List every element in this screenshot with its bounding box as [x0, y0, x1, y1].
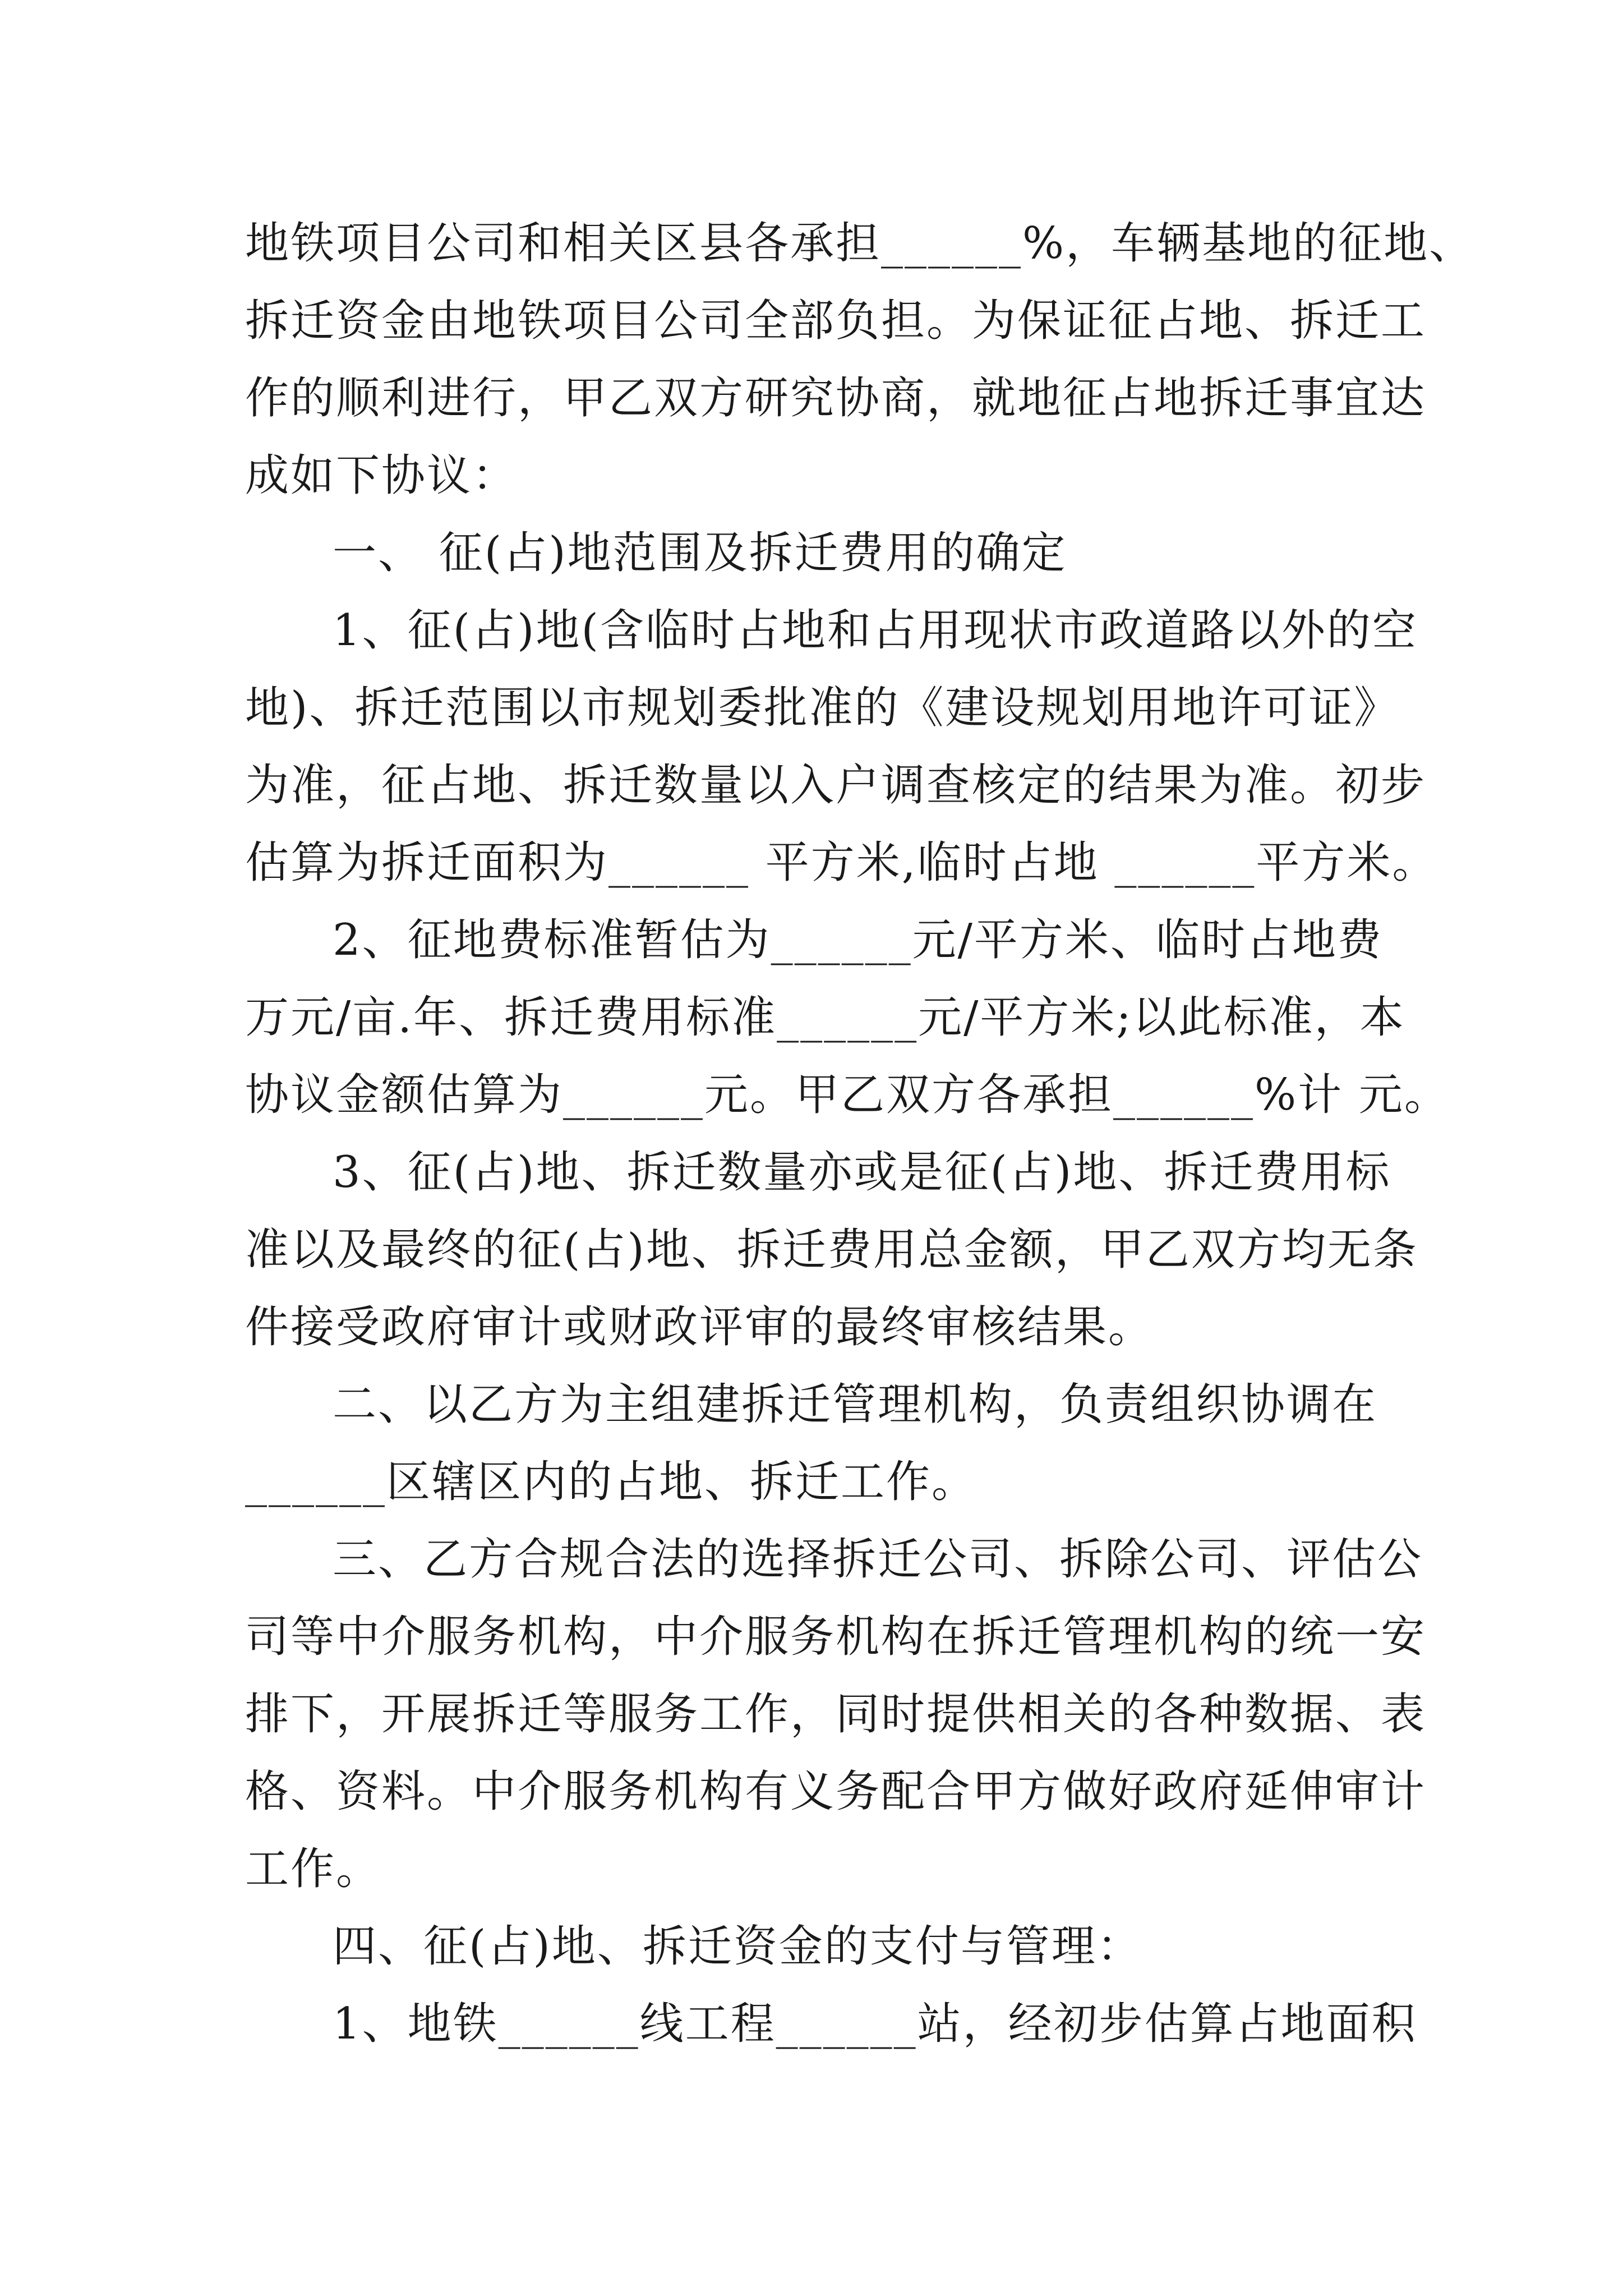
text-line: 1、征(占)地(含临时占地和占用现状市政道路以外的空 [333, 605, 1418, 656]
text-line: 工作。 [245, 1844, 382, 1894]
text-line: 拆迁资金由地铁项目公司全部负担。为保证征占地、拆迁工 [245, 296, 1427, 346]
paragraph-4-1 [245, 1985, 1417, 2063]
text-line: 协议金额估算为______元。甲乙双方各承担______%计 元。 [245, 1070, 1450, 1120]
text-line: 一、 征(占)地范围及拆迁费用的确定 [333, 528, 1067, 578]
text-line: 万元/亩.年、拆迁费用标准______元/平方米;以此标准，本 [245, 992, 1405, 1043]
paragraph-1-3 [245, 1134, 1418, 1366]
text-line: 地)、拆迁范围以市规划委批准的《建设规划用地许可证》 [245, 683, 1400, 733]
paragraph-1-1 [245, 592, 1438, 901]
section-heading-1 [245, 514, 1389, 592]
text-line: 排下，开展拆迁等服务工作，同时提供相关的各种数据、表 [245, 1689, 1427, 1740]
text-line: 四、征(占)地、拆迁资金的支付与管理： [333, 1921, 1142, 1972]
text-line: 3、征(占)地、拆迁数量亦或是征(占)地、拆迁费用标 [333, 1147, 1391, 1198]
text-line: 二、以乙方为主组建拆迁管理机构，负责组织协调在 [333, 1379, 1378, 1430]
text-line: ______区辖区内的占地、拆迁工作。 [245, 1457, 978, 1507]
text-line: 司等中介服务机构，中介服务机构在拆迁管理机构的统一安 [245, 1612, 1427, 1662]
text-line: 成如下协议： [245, 450, 518, 501]
text-line: 准以及最终的征(占)地、拆迁费用总金额，甲乙双方均无条 [245, 1225, 1418, 1275]
paragraph-1-2 [245, 901, 1450, 1134]
text-line: 件接受政府审计或财政评审的最终审核结果。 [245, 1302, 1154, 1352]
text-line: 2、征地费标准暂估为______元/平方米、临时占地费 [333, 915, 1383, 965]
text-line: 为准，征占地、拆迁数量以入户调查核定的结果为准。初步 [245, 760, 1427, 811]
document-body [245, 205, 1475, 2063]
text-line: 估算为拆迁面积为______ 平方米,临时占地 ______平方米。 [245, 838, 1438, 888]
section-3 [245, 1521, 1427, 1908]
text-line: 作的顺利进行，甲乙双方研究协商，就地征占地拆迁事宜达 [245, 373, 1427, 424]
text-line: 格、资料。中介服务机构有义务配合甲方做好政府延伸审计 [245, 1766, 1427, 1817]
text-line: 三、乙方合规合法的选择拆迁公司、拆除公司、评估公 [333, 1534, 1423, 1585]
paragraph-intro [245, 205, 1475, 514]
section-heading-4 [245, 1908, 1389, 1985]
text-line: 地铁项目公司和相关区县各承担______%，车辆基地的征地、 [245, 218, 1475, 269]
section-2 [245, 1366, 1389, 1521]
text-line: 1、地铁______线工程______站，经初步估算占地面积 [333, 1999, 1417, 2049]
